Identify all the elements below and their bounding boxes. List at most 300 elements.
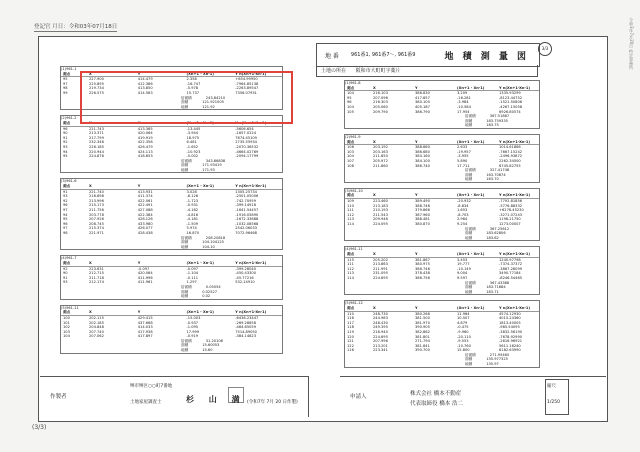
total-area-row [61,105,282,110]
column-header: (Xn+1 - Xn-1) [186,71,214,76]
area-value: 183.759335 [486,118,508,123]
total-area-value: 15.60 [202,348,213,353]
table-cell: -8123.44752 [499,95,523,100]
table-cell: -384.14823 [235,334,256,339]
table-cell: 100 [63,315,70,320]
table-cell: 2.358 [186,77,197,82]
table-cell: 381.500 [415,316,430,321]
total-area-label: 地積 [465,235,473,240]
table-cell: 221.740 [89,189,104,194]
table-cell: 422.491 [137,203,153,208]
table-cell: 413.850 [137,86,153,91]
table-cell: 205.202 [373,257,388,262]
total-area-row [345,362,539,367]
table-cell: -4267.15058 [499,104,523,109]
table-cell: 2.633 [457,145,468,150]
table-cell: 211.650 [373,154,388,159]
total-area-value: 0.02 [202,294,211,299]
table-cell: -399.14918 [235,203,256,208]
table-cell: -0.931 [186,203,199,208]
applicant-block [340,376,606,417]
table-row [61,91,282,96]
table-cell: 207.926 [89,217,104,222]
table-cell: 212.174 [89,280,104,285]
table-cell: -3832.56190 [499,329,523,334]
total-area-label: 地積 [181,104,189,109]
column-header: (Xn+1 - Xn-1) [186,184,214,189]
column-header: X [89,310,92,315]
total-area-row [345,123,539,128]
table-cell: 98 [63,86,68,91]
table-cell: -2616.96921 [499,339,523,344]
table-cell: 1335.93299 [499,91,521,96]
scale-stamp [545,379,569,415]
table-cell: 249.395 [373,325,388,330]
table-cell: 114 [347,222,354,227]
column-header: Y n(Xn+1-Xn-1) [499,85,531,90]
area-table [60,255,283,299]
table-cell: 91 [63,275,68,280]
table-cell: 2262.34500 [499,158,521,163]
creator-block [40,376,309,417]
table-id: (1)961-8 [345,81,361,85]
table-cell: 6926.80574 [499,109,521,114]
table-id: (1)961-1 [61,67,77,71]
area-value: 183.62806 [486,231,506,236]
table-cell: 380.975 [415,262,430,267]
table-cell: 19.777 [457,262,470,267]
double-area-label: 倍面積 [181,235,192,240]
total-area-value: 183.62 [486,235,499,240]
creation-date: (令和7年 7月 20 日作製) [247,400,298,405]
table-cell: 213.371 [89,131,104,136]
table-cell: 429.415 [137,315,153,320]
table-cell: 9.254 [457,222,468,227]
column-header: (Xn+1 - Xn-1) [457,139,485,144]
table-cell: 96 [63,126,68,131]
document-title: 地 積 測 量 図 [444,51,529,62]
table-cell: 1305.25734 [235,189,257,194]
total-area-value: 121.92 [202,104,215,109]
left-area-tables [60,66,283,359]
table-cell: 386.680 [415,149,430,154]
table-cell: -1672.33688 [235,217,259,222]
table-cell: -0.097 [186,266,199,271]
area-value: 171.93419 [202,163,222,168]
table-row [345,110,539,115]
table-cell: 5.890 [457,158,468,163]
table-cell: 418.653 [137,154,153,159]
table-cell: 422.358 [137,140,153,145]
column-header: Y n(Xn+1-Xn-1) [235,260,267,265]
column-header: Y n(Xn+1-Xn-1) [499,139,531,144]
area-table [344,134,540,183]
column-header: Y [137,71,141,76]
column-header: 測点 [63,260,71,265]
table-cell: -4.182 [186,208,199,213]
table-cell: -6436.23447 [235,315,259,320]
table-cell: 97 [63,208,68,213]
table-cell: 411.996 [137,275,153,280]
table-cell: 1813.40005 [499,320,521,325]
column-header: Y n(Xn+1-Xn-1) [235,71,267,76]
table-cell: 17.999 [186,329,200,334]
table-cell: 17.954 [457,109,470,114]
table-cell: 227.900 [89,77,104,82]
table-cell: 90 [63,131,68,136]
table-cell: 3.453 [457,257,468,262]
table-cell: -5606.654 [235,126,254,131]
table-cell: -9.960 [457,329,469,334]
table-cell: 18.975 [186,135,200,140]
table-cell: -10.760 [457,343,471,348]
table-cell: -15.003 [186,315,201,320]
table-cell: 1014.61866 [499,145,521,150]
table-cell: 93 [63,144,68,149]
table-cell: 381.841 [415,343,430,348]
table-cell: 93 [63,194,68,199]
table-cell: 7874.45109 [235,135,257,140]
double-area-value: 31.20106 [205,338,223,343]
table-cell: 207.996 [373,339,388,344]
table-cell: -9.553 [457,339,469,344]
total-area-value: 163.70 [486,177,499,182]
table-cell: 3490.77184 [499,271,521,276]
column-header: Y n(Xn+1-Xn-1) [235,310,267,315]
table-cell: 380.100 [415,100,430,105]
table-cell: 113 [347,271,354,276]
table-cell: 4015.24360 [499,316,521,321]
table-cell: -3776.88332 [499,203,523,208]
total-area-row [61,348,282,353]
area-label: 面積 [465,231,473,236]
table-cell: 107 [347,158,354,163]
table-cell: 205.972 [373,158,388,163]
table-cell: 216.303 [373,100,388,105]
double-area-value: 0.05054 [205,284,221,289]
table-cell: 424.113 [137,149,153,154]
column-header: (Xn+1 - Xn-1) [457,252,485,256]
table-cell: 203.192 [373,145,388,150]
table-cell: 104 [347,104,354,109]
table-cell: 224.695 [373,334,388,339]
table-cell: -13.445 [186,126,201,131]
table-cell: -2070.36532 [235,144,259,149]
double-area-value: 343.86838 [205,158,226,163]
table-cell: -10.149 [457,266,471,271]
table-cell: 427.088 [137,208,153,213]
column-header: Y [137,120,141,125]
table-cell: -1521.50808 [499,100,523,105]
total-area-label: 地積 [465,123,473,128]
table-cell: 414.479 [137,77,153,82]
table-cell: 122 [347,343,354,348]
table-cell: 113 [347,217,354,222]
area-label: 面積 [181,240,189,245]
table-cell: 2.984 [457,217,468,222]
area-label: 面積 [181,163,189,168]
table-cell: -1657.0224 [235,131,256,136]
table-cell: 207.096 [373,95,388,100]
table-cell: 202.185 [89,320,104,325]
table-cell: 207.740 [89,329,104,334]
table-cell: -1641.54457 [235,208,259,213]
table-id: (3)961-6 [61,179,77,184]
table-cell: 95 [347,95,352,100]
location-row [316,65,538,77]
table-id: (4)961-11 [345,247,363,252]
table-cell: -1.652 [186,144,199,149]
table-cell: 216.103 [373,91,388,96]
table-cell: 211.543 [373,212,388,217]
table-cell: 414.033 [137,325,153,330]
table-cell: 428.126 [137,217,153,222]
total-area-row [61,168,282,173]
table-cell: 437.668 [137,320,153,325]
table-cell: -464.65059 [235,325,256,330]
table-cell: 11.964 [457,311,470,316]
table-cell: 15.737 [186,90,200,95]
area-value: 15.60053 [202,343,220,348]
table-cell: 208.745 [89,221,104,226]
table-cell: 384.160 [415,154,430,159]
table-cell: 10.507 [457,316,470,321]
column-header: Y [137,260,141,265]
column-header: 測点 [347,252,355,256]
area-value: 183.71684 [486,285,506,290]
table-cell: 231.095 [373,271,388,276]
column-header: X [89,260,92,265]
table-cell: 426.077 [137,226,153,231]
table-cell: 232.346 [89,140,104,145]
table-cell: 1.653 [457,208,468,213]
table-cell: 386.830 [415,91,430,96]
table-cell: 17.711 [457,163,470,168]
table-cell: 211.860 [373,163,388,168]
table-cell: -8.834 [457,203,469,208]
table-cell: 381.867 [415,257,430,262]
table-cell: -10.923 [186,149,201,154]
table-cell: 386.756 [415,275,430,280]
creator-role: 土地家屋調査士 [130,400,162,405]
table-cell: -2496.93872 [499,154,523,159]
table-cell: 226.575 [89,90,104,95]
table-cell: 215.173 [89,203,104,208]
table-cell: 4574.12930 [499,311,521,316]
table-cell: 221.743 [89,126,104,131]
table-cell: -1032.08568 [235,221,259,226]
table-cell: 95 [63,154,68,159]
table-cell: 221.971 [89,231,104,235]
scale-label: 縮尺 [547,384,556,389]
table-cell: -0.111 [186,275,199,280]
double-area-value: 367.43368 [489,280,510,285]
table-cell: 202.115 [89,315,104,320]
table-cell: 203.163 [373,149,388,154]
table-cell: 99 [63,90,68,95]
double-area-value: 208.20818 [205,235,226,240]
table-cell: 94 [63,212,68,217]
table-cell: -3867.28099 [499,266,523,271]
total-area-value: 171.93 [202,167,215,172]
table-cell: 7072.96468 [235,231,257,235]
right-area-tables [344,80,540,373]
table-cell: -45.77216 [235,275,254,280]
table-cell: 117 [347,320,354,325]
table-cell: 6182.63990 [499,348,521,353]
area-table [344,188,540,242]
table-cell: 90 [63,271,68,276]
table-row [61,334,282,339]
column-header: 測点 [347,305,355,310]
table-cell: -16.281 [457,95,471,100]
table-id: (5)961-12 [345,301,363,306]
column-header: X [373,252,376,256]
total-area-label: 地積 [465,177,473,182]
double-area-value: 271.95465 [489,352,510,357]
table-cell: -3.955 [457,154,469,159]
table-cell: -4.816 [186,212,199,217]
area-label: 面積 [181,289,189,294]
table-cell: 426.479 [137,144,153,149]
table-id: (5)961-11 [61,305,79,310]
column-header: Y [415,193,418,198]
table-cell: -8.703 [457,212,469,217]
area-table [344,300,540,367]
table-cell: 119 [347,329,354,334]
total-area-row [345,177,539,182]
table-cell: 213.996 [89,198,104,203]
table-cell: -2501.05006 [235,194,259,199]
table-cell: 9.004 [457,271,468,276]
table-cell: -6.126 [186,194,199,199]
table-cell: -985.54095 [499,325,520,330]
area-table [344,80,540,129]
double-area-label: 倍面積 [181,338,192,343]
total-area-label: 地積 [181,167,189,172]
applicant-company: 株式会社 橋本不動産 [410,391,462,397]
table-cell: 2735.55934 [235,140,257,145]
lot-label: 地 番 [325,52,339,60]
table-cell: 226.185 [89,144,104,149]
table-cell: 209.946 [373,217,388,222]
table-cell: 428.438 [137,231,153,235]
table-cell: 225.895 [89,81,104,86]
table-cell: 386.740 [415,163,430,168]
table-row [345,348,539,353]
table-cell: 96 [347,100,352,105]
table-cell: 6745.82755 [499,163,521,168]
table-cell: -1.104 [186,271,199,276]
table-cell: 389.490 [415,199,430,204]
column-header: Y n(Xn+1-Xn-1) [499,193,531,198]
total-area-label: 地積 [181,348,189,353]
table-cell: -399.28040 [235,266,256,271]
table-cell: 219.734 [89,86,104,91]
table-cell: 388.481 [415,217,430,222]
table-id: (3)961-10 [345,188,363,193]
table-cell: 108 [347,163,354,168]
table-cell: 244.983 [373,316,388,321]
table-cell: 211.991 [373,266,388,271]
table-cell: 388.660 [415,145,430,150]
table-cell: 1273.00007 [499,222,521,227]
column-header: X [373,139,376,144]
title-block [316,43,540,67]
column-header: Y n(Xn+1-Xn-1) [499,305,531,310]
table-cell: 9.597 [457,275,468,280]
table-cell: 380.266 [415,311,430,316]
double-area-label: 倍面積 [181,284,192,289]
area-value: 135.977325 [486,357,508,362]
table-cell: 422.061 [137,198,153,203]
double-area-value: 243.84210 [205,95,226,100]
table-cell: 105 [347,109,354,114]
table-cell: 216.698 [89,194,104,199]
area-value: 121.921005 [202,100,224,105]
table-cell: 388.746 [415,203,430,208]
table-cell: 111 [347,262,354,267]
table-cell: 1198.21750 [499,217,521,222]
table-cell: 110 [347,203,354,208]
column-header: Y [415,85,418,90]
table-cell: 433.980 [137,221,153,226]
table-cell: -3.944 [186,131,199,136]
column-header: Y n(Xn+1-Xn-1) [499,252,531,256]
table-cell: 213.183 [373,203,388,208]
table-cell: 115 [347,257,354,262]
table-cell: 420.064 [137,131,153,136]
column-header: X [89,184,92,189]
column-header: (Xn+1 - Xn-1) [457,85,485,90]
table-cell: 98 [63,231,68,235]
table-row [345,276,539,281]
total-area-row [345,290,539,295]
table-cell: 248.430 [373,320,388,325]
table-cell: 390.700 [415,348,430,353]
double-area-value: 367.51867 [489,114,510,119]
table-cell: 213.201 [373,343,388,348]
table-cell: 96 [63,203,68,208]
table-cell: 411.374 [137,194,153,199]
creator-name: 杉 山 満 [186,395,246,404]
page-circle-mark: 3/3 [538,42,552,56]
table-cell: -7792.81856 [499,199,523,204]
table-cell: 211.756 [89,208,104,213]
column-header: 測点 [63,120,71,125]
location-value: 阪和市大町町字薬片 [355,68,401,74]
table-cell: 213.863 [373,262,388,267]
table-cell: 217.799 [89,135,104,140]
double-area-value: 367.25612 [489,226,510,231]
column-header: (Xn+1 - Xn-1) [457,305,485,310]
column-header: Y [415,305,418,310]
table-cell: -7964.85138 [235,81,259,86]
table-id: (2)961-9 [345,134,361,139]
table-cell: 112 [347,212,354,217]
table-cell: 95 [63,217,68,222]
table-cell: 103 [347,149,354,154]
table-row [61,280,282,285]
area-table [60,305,283,354]
table-cell: 2542.06033 [235,226,257,231]
area-value: 163.70874 [486,172,506,177]
table-cell: 379.866 [415,208,430,213]
table-cell: 380.870 [415,222,430,227]
table-cell: 3.028 [186,189,197,194]
table-cell: 411.961 [137,280,153,285]
table-cell: -2263.89547 [235,86,259,91]
